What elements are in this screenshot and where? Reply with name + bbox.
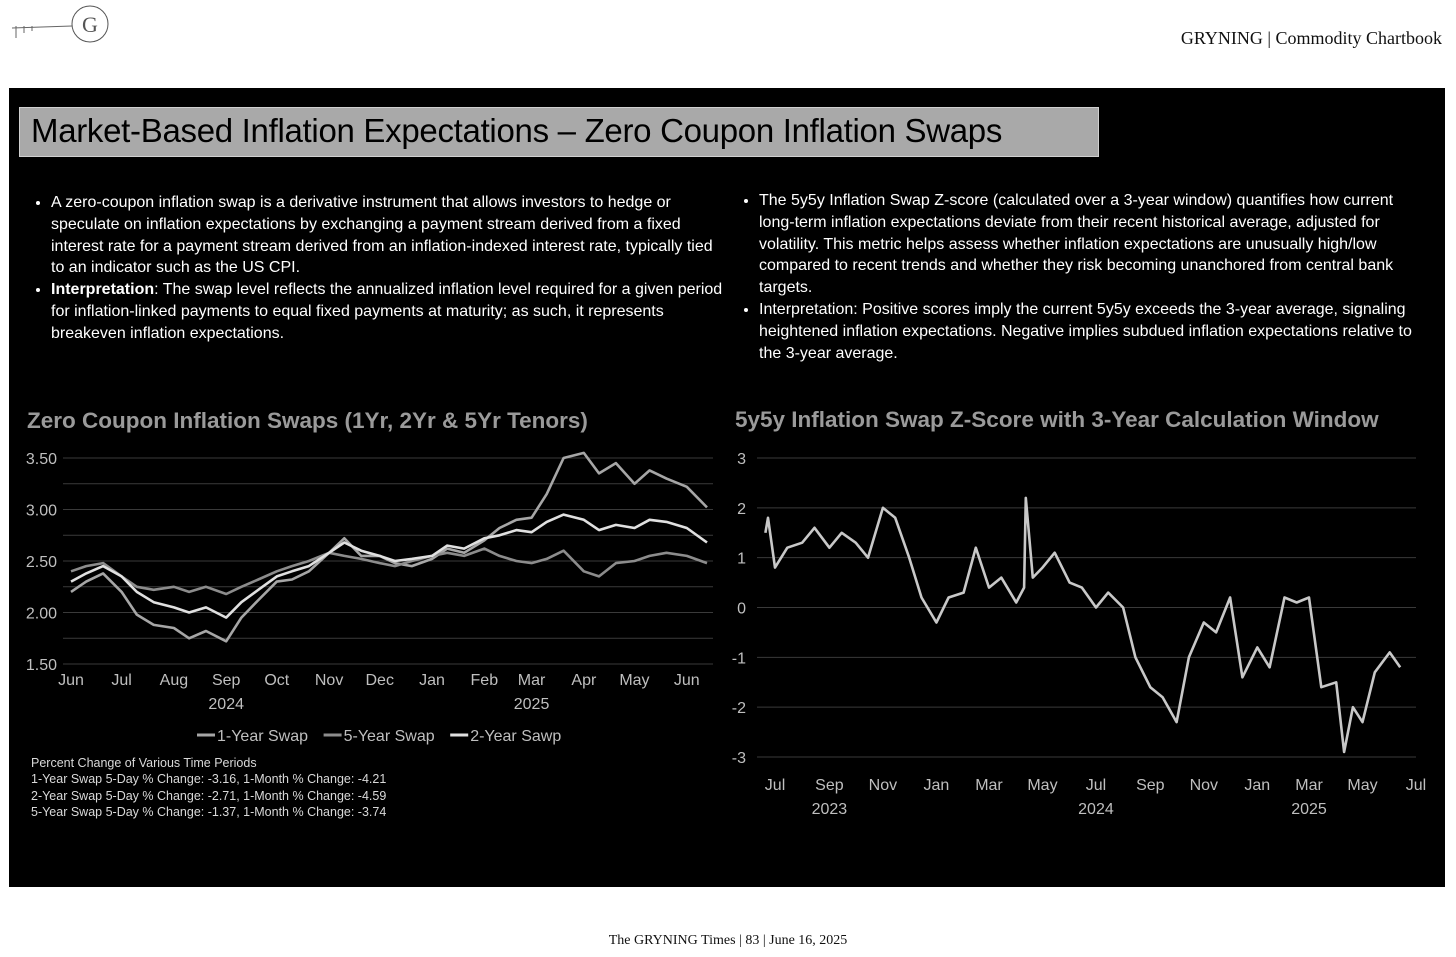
legend-label: 1-Year Swap: [217, 728, 309, 745]
x-tick-label: Sep: [1136, 777, 1165, 794]
x-tick-label: Mar: [975, 777, 1003, 794]
x-year-label: 2024: [208, 696, 245, 713]
x-tick-label: Jun: [673, 672, 700, 689]
x-tick-label: Dec: [365, 672, 394, 689]
x-tick-label: Nov: [314, 672, 344, 689]
slide-panel: [9, 88, 1445, 887]
percent-change-box: [31, 755, 386, 820]
zscore-line: [765, 498, 1400, 752]
y-tick-label: 3.00: [25, 502, 57, 520]
y-tick-label: -1: [731, 650, 746, 668]
zscore-chart-title: 5y5y Inflation Swap Z-Score with 3-Year Calculation Window: [735, 407, 1379, 432]
bullet-item: • The 5y5y Inflation Swap Z-score (calculated over a 3-year window) quantifies how current long-term inflation expectations deviate from their recent historical average, adjusted for volatility. This metric helps assess whether inflation expectations are unusually high/low compared to recent trends and whether they risk becoming unanchored from central bank targets.: [759, 190, 1427, 299]
bullet-item: • Interpretation: Positive scores imply the current 5y5y exceeds the 3-year average, signaling heightened inflation expectations. Negative implies subdued inflation expectations relative to the 3-year average.: [759, 299, 1427, 364]
pct-line-2y: 2-Year Swap 5-Day % Change: -2.71, 1-Month % Change: -4.59: [31, 788, 387, 803]
x-tick-label: Mar: [1295, 777, 1323, 794]
y-tick-label: 1.50: [25, 657, 57, 674]
x-year-label: 2025: [513, 696, 550, 713]
y-tick-label: -3: [731, 750, 746, 767]
y-tick-label: 2.50: [25, 554, 57, 571]
series-line: [71, 453, 707, 641]
x-tick-label: Aug: [159, 672, 189, 689]
x-tick-label: Mar: [517, 672, 546, 689]
logo-letter: G: [82, 12, 98, 37]
pct-title: Percent Change of Various Time Periods: [31, 756, 257, 770]
y-tick-label: 2: [737, 500, 746, 518]
x-tick-label: Feb: [470, 672, 499, 689]
x-tick-label: Jul: [764, 777, 786, 794]
brand-logo: [10, 4, 120, 46]
x-tick-label: Jul: [111, 672, 132, 689]
bullet-item: • Interpretation: The swap level reflects the annualized inflation level required for a given period for inflation-linked payments to equal fixed payments at maturity; as such, it represents breakeven inflation expectations.: [51, 279, 729, 344]
pct-line-5y: 5-Year Swap 5-Day % Change: -1.37, 1-Month % Change: -3.74: [31, 804, 387, 819]
x-tick-label: Sep: [815, 777, 844, 794]
y-tick-label: -2: [731, 700, 746, 718]
x-tick-label: May: [1027, 777, 1058, 794]
x-tick-label: Nov: [868, 777, 898, 794]
x-tick-label: Jan: [923, 777, 950, 794]
y-tick-label: 0: [737, 600, 746, 618]
legend-label: 2-Year Sawp: [470, 728, 562, 745]
slide-title: Market-Based Inflation Expectations – Zero Coupon Inflation Swaps: [31, 112, 1003, 149]
y-tick-label: 1: [737, 550, 746, 568]
x-tick-label: Jul: [1405, 777, 1427, 794]
x-tick-label: May: [1347, 777, 1378, 794]
bullet-item: • A zero-coupon inflation swap is a derivative instrument that allows investors to hedge or speculate on inflation expectations by exchanging a payment stream derived from a fixed interest rate for a payment stream derived from an inflation-indexed interest rate, typically tied to an indicator such as the US CPI.: [51, 192, 729, 279]
x-tick-label: Oct: [264, 672, 290, 689]
x-tick-label: Nov: [1189, 777, 1219, 794]
y-tick-label: 3: [737, 451, 746, 468]
x-tick-label: Apr: [571, 672, 597, 689]
x-tick-label: Jan: [1244, 777, 1271, 794]
y-tick-label: 2.00: [25, 605, 57, 623]
x-tick-label: Sep: [211, 672, 241, 689]
x-year-label: 2024: [1078, 801, 1114, 818]
x-tick-label: Jan: [419, 672, 445, 689]
page-footer: The GRYNING Times | 83 | June 16, 2025: [608, 933, 848, 948]
pct-line-1y: 1-Year Swap 5-Day % Change: -3.16, 1-Month % Change: -4.21: [31, 772, 387, 787]
x-tick-label: Jun: [58, 672, 84, 689]
x-year-label: 2025: [1291, 801, 1327, 818]
x-tick-label: May: [619, 672, 650, 689]
swaps-chart-title: Zero Coupon Inflation Swaps (1Yr, 2Yr & 5Yr Tenors): [27, 408, 588, 433]
legend-label: 5-Year Swap: [343, 728, 435, 745]
x-tick-label: Jul: [1085, 777, 1107, 794]
chartbook-header: GRYNING | Commodity Chartbook: [1180, 28, 1442, 48]
x-year-label: 2023: [811, 801, 848, 818]
y-tick-label: 3.50: [25, 451, 57, 468]
